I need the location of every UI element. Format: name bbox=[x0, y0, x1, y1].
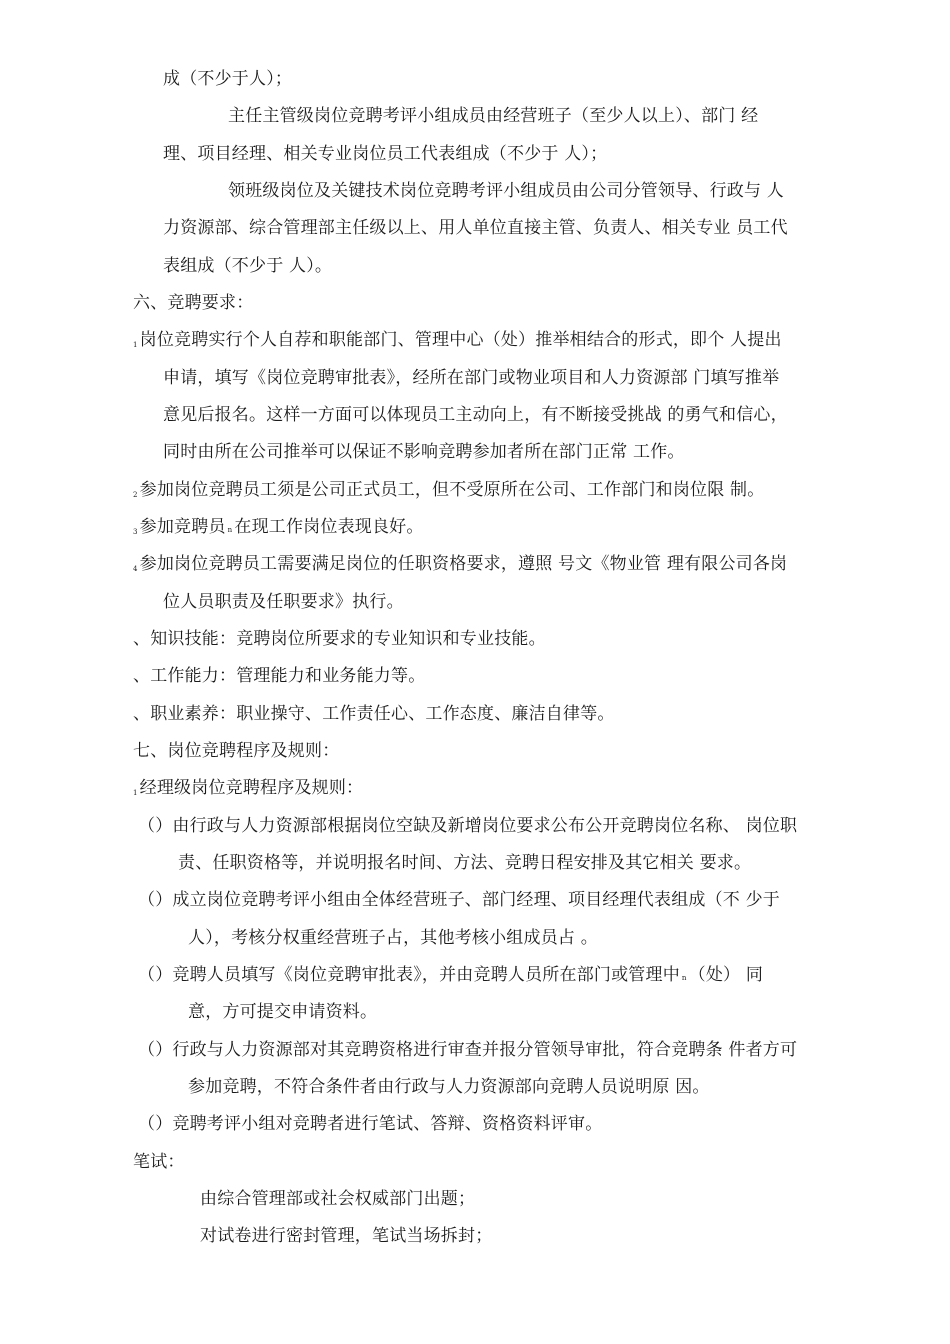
text-line: 表组成（不少于 人）。 bbox=[163, 256, 333, 276]
text-line: 意，方可提交申请资料。 bbox=[188, 1002, 378, 1022]
text-line: 参加竞聘员 bbox=[139, 517, 226, 537]
text-line: 由综合管理部或社会权威部门出题； bbox=[200, 1189, 476, 1209]
item-number: 2 bbox=[133, 491, 138, 499]
list-item bbox=[133, 552, 787, 581]
list-item bbox=[133, 328, 782, 357]
list-item bbox=[133, 515, 424, 544]
text-line: （）成立岗位竞聘考评小组由全体经营班子、部门经理、项目经理代表组成（不 少于 bbox=[138, 890, 781, 910]
text-line: 岗位竞聘实行个人自荐和职能部门、管理中心（处）推举相结合的形式，即个 人提出 bbox=[139, 330, 782, 350]
item-number: 1 bbox=[133, 789, 138, 797]
inline-mark: n bbox=[681, 974, 687, 982]
text-line: 在现工作岗位表现良好。 bbox=[234, 517, 424, 537]
text-line: 、职业素养：职业操守、工作责任心、工作态度、廉洁自律等。 bbox=[133, 704, 615, 724]
text-line: 参加岗位竞聘员工须是公司正式员工，但不受原所在公司、工作部门和岗位限 制。 bbox=[139, 480, 765, 500]
text-line: 力资源部、综合管理部主任级以上、用人单位直接主管、负责人、相关专业 员工代 bbox=[163, 218, 788, 238]
section-heading: 七、岗位竞聘程序及规则： bbox=[133, 741, 340, 761]
text-line: 成（不少于人）； bbox=[163, 69, 293, 89]
text-line-part: （处） 同 bbox=[688, 965, 764, 985]
text-line: 同时由所在公司推举可以保证不影响竞聘参加者所在部门正常 工作。 bbox=[163, 442, 685, 462]
text-line: （）行政与人力资源部对其竞聘资格进行审查并报分管领导审批，符合竞聘条 件者方可 bbox=[138, 1040, 798, 1060]
text-line: 经理级岗位竞聘程序及规则： bbox=[139, 778, 364, 798]
list-item bbox=[133, 776, 363, 805]
text-line: 申请，填写《岗位竞聘审批表》，经所在部门或物业项目和人力资源部 门填写推举 bbox=[163, 368, 780, 388]
text-line-part: （）竞聘人员填写《岗位竞聘审批表》，并由竞聘人员所在部门或管理中 bbox=[138, 965, 680, 985]
text-line bbox=[138, 963, 763, 990]
text-line: 对试卷进行密封管理，笔试当场拆封； bbox=[200, 1226, 493, 1246]
text-line: （）由行政与人力资源部根据岗位空缺及新增岗位要求公布公开竞聘岗位名称、 岗位职 bbox=[138, 816, 798, 836]
text-line: 意见后报名。这样一方面可以体现员工主动向上，有不断接受挑战 的勇气和信心， bbox=[163, 405, 788, 425]
list-item bbox=[133, 478, 764, 507]
text-line: 、知识技能：竞聘岗位所要求的专业知识和专业技能。 bbox=[133, 629, 546, 649]
section-heading: 六、竞聘要求： bbox=[133, 293, 254, 313]
text-line: 主任主管级岗位竞聘考评小组成员由经营班子（至少人以上）、部门 经 bbox=[228, 106, 759, 126]
text-line: 参加竞聘，不符合条件者由行政与人力资源部向竞聘人员说明原 因。 bbox=[188, 1077, 710, 1097]
item-number: 1 bbox=[133, 341, 138, 349]
text-line: （）竞聘考评小组对竞聘者进行笔试、答辩、资格资料评审。 bbox=[138, 1114, 603, 1134]
item-number: 4 bbox=[133, 565, 138, 573]
text-line: 笔试： bbox=[133, 1152, 185, 1172]
text-line: 位人员职责及任职要求》执行。 bbox=[163, 592, 404, 612]
text-line: 理、项目经理、相关专业岗位员工代表组成（不少于 人）； bbox=[163, 144, 608, 164]
item-number: 3 bbox=[133, 528, 138, 536]
text-line: 责、任职资格等，并说明报名时间、方法、竞聘日程安排及其它相关 要求。 bbox=[178, 853, 752, 873]
inline-mark: n bbox=[227, 526, 233, 534]
text-line: 、工作能力：管理能力和业务能力等。 bbox=[133, 666, 426, 686]
text-line: 人），考核分权重经营班子占，其他考核小组成员占 。 bbox=[188, 928, 598, 948]
text-line: 参加岗位竞聘员工需要满足岗位的任职资格要求，遵照 号文《物业管 理有限公司各岗 bbox=[139, 554, 788, 574]
text-line: 领班级岗位及关键技术岗位竞聘考评小组成员由公司分管领导、行政与 人 bbox=[228, 181, 785, 201]
